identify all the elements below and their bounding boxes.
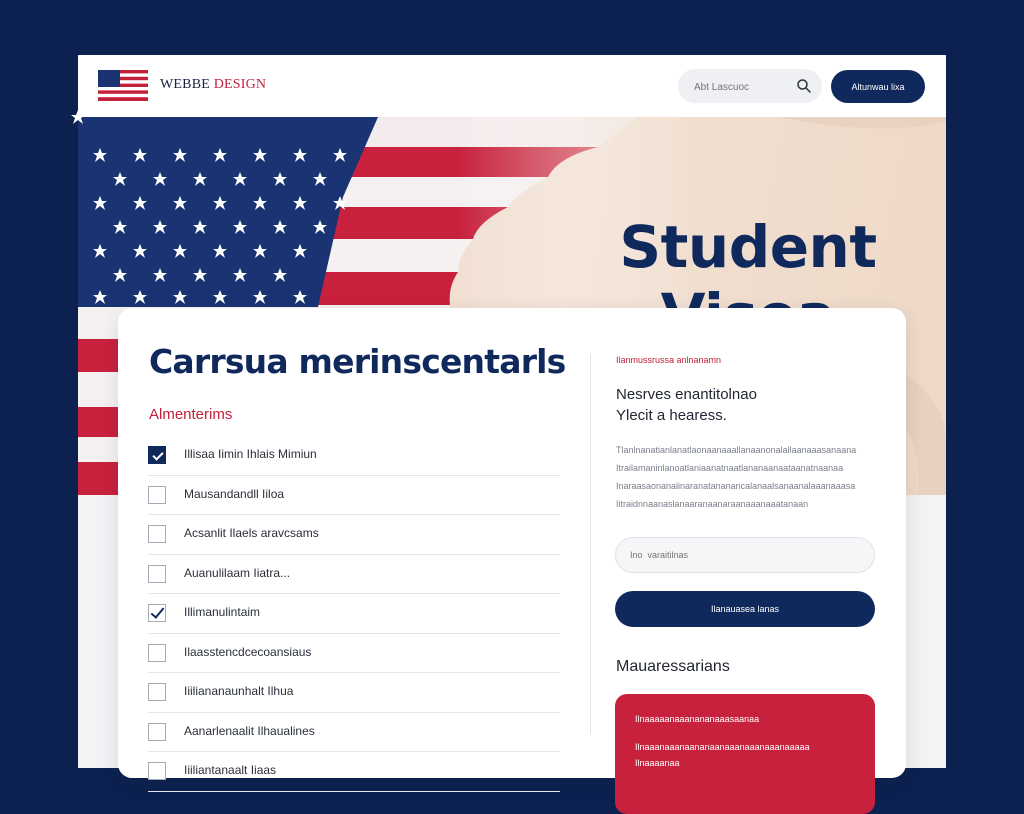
checklist-item-label: Aanarlenaalit Ilhaualines [184,723,315,738]
top-navigation-bar [78,55,946,117]
highlight-card[interactable] [615,694,875,814]
requirements-card [118,308,906,778]
checkbox[interactable] [148,565,166,583]
checkbox[interactable] [148,762,166,780]
checklist-item-label: Iiiliantanaalt Iiaas [184,763,277,777]
checklist-item[interactable] [148,713,560,753]
checkbox[interactable] [148,604,166,622]
checkbox[interactable] [148,446,166,464]
aside-text-input[interactable] [615,537,875,573]
aside-paragraph-line: Iitraidnnaanaslanaaranaanaraanaaanaaatanaan [616,499,809,509]
checklist-item-label: Auanulilaam Iiatra... [184,565,291,580]
brand-name: WEBBE [160,77,210,92]
checklist-item[interactable] [148,594,560,634]
highlight-card-line: Ilnaaaaanaaanananaaasaanaa [635,714,760,724]
column-divider [590,354,591,734]
aside-paragraph-line: Tlanlnanatianlanatlaonaanaaallanaanonalallaanaaasanaana [616,445,857,455]
card-title: Carrsua merinscentarls [149,342,566,381]
hero-title-line-1: Student [619,213,877,281]
checklist-item[interactable] [148,436,560,476]
aside-paragraph-line: Inaraasaonanalinaranatananancalanaalsanaanalaaanaaasa [616,481,856,491]
app-window [78,55,946,777]
checklist-item[interactable] [148,476,560,516]
header-cta-button[interactable]: Altunwau lixa [831,70,925,103]
search-bar [678,69,822,103]
checklist-item-label: Illimanulintaim [184,605,261,619]
checklist-item-label: Acsanlit Ilaels aravcsams [184,526,319,540]
aside-heading-line-1: Nesrves enantitolnao [616,386,757,403]
brand-name-accent: DESIGN [213,77,267,92]
checklist-item-label: Ilaasstencdcecoansiaus [184,644,312,659]
checkbox[interactable] [148,644,166,662]
aside-paragraph [616,441,866,513]
checkbox[interactable] [148,683,166,701]
search-icon[interactable] [796,78,812,94]
search-input[interactable] [692,77,792,97]
aside-heading-line-2: Ylecit a hearess. [616,407,727,424]
flag-logo-icon[interactable] [98,70,148,101]
checklist-item[interactable] [148,634,560,674]
highlight-card-line: Ilnaaaanaa [635,758,680,768]
highlight-card-line: Ilnaaanaaanaananaanaaanaaanaaanaaaaa [635,742,810,752]
checklist-section-label: Almenterims [149,406,233,423]
checklist-item-label: Mausandandll Iiloa [184,486,285,501]
checkbox[interactable] [148,723,166,741]
checklist-item[interactable] [148,515,560,555]
aside-heading [616,384,876,426]
checklist-item[interactable] [148,673,560,713]
checkbox[interactable] [148,525,166,543]
checklist-item[interactable] [148,752,560,792]
requirements-checklist [148,436,560,792]
checklist-item-label: Iiiliananaunhalt Ilhua [184,684,294,698]
brand-logo-text[interactable] [160,77,266,93]
aside-paragraph-line: Itrailamaninlanoatlaniaanatnaatlananaanaataanatnaanaa [616,463,844,473]
aside-submit-button[interactable]: Ilanauasea lanas [615,591,875,627]
aside-eyebrow: Ilanmussrussa anlnanamn [616,355,722,365]
checklist-item[interactable] [148,555,560,595]
checkbox[interactable] [148,486,166,504]
aside-subheading: Mauaressarians [616,658,730,675]
checklist-item-label: Illisaa Iimin Ihlais Mimiun [184,447,317,461]
